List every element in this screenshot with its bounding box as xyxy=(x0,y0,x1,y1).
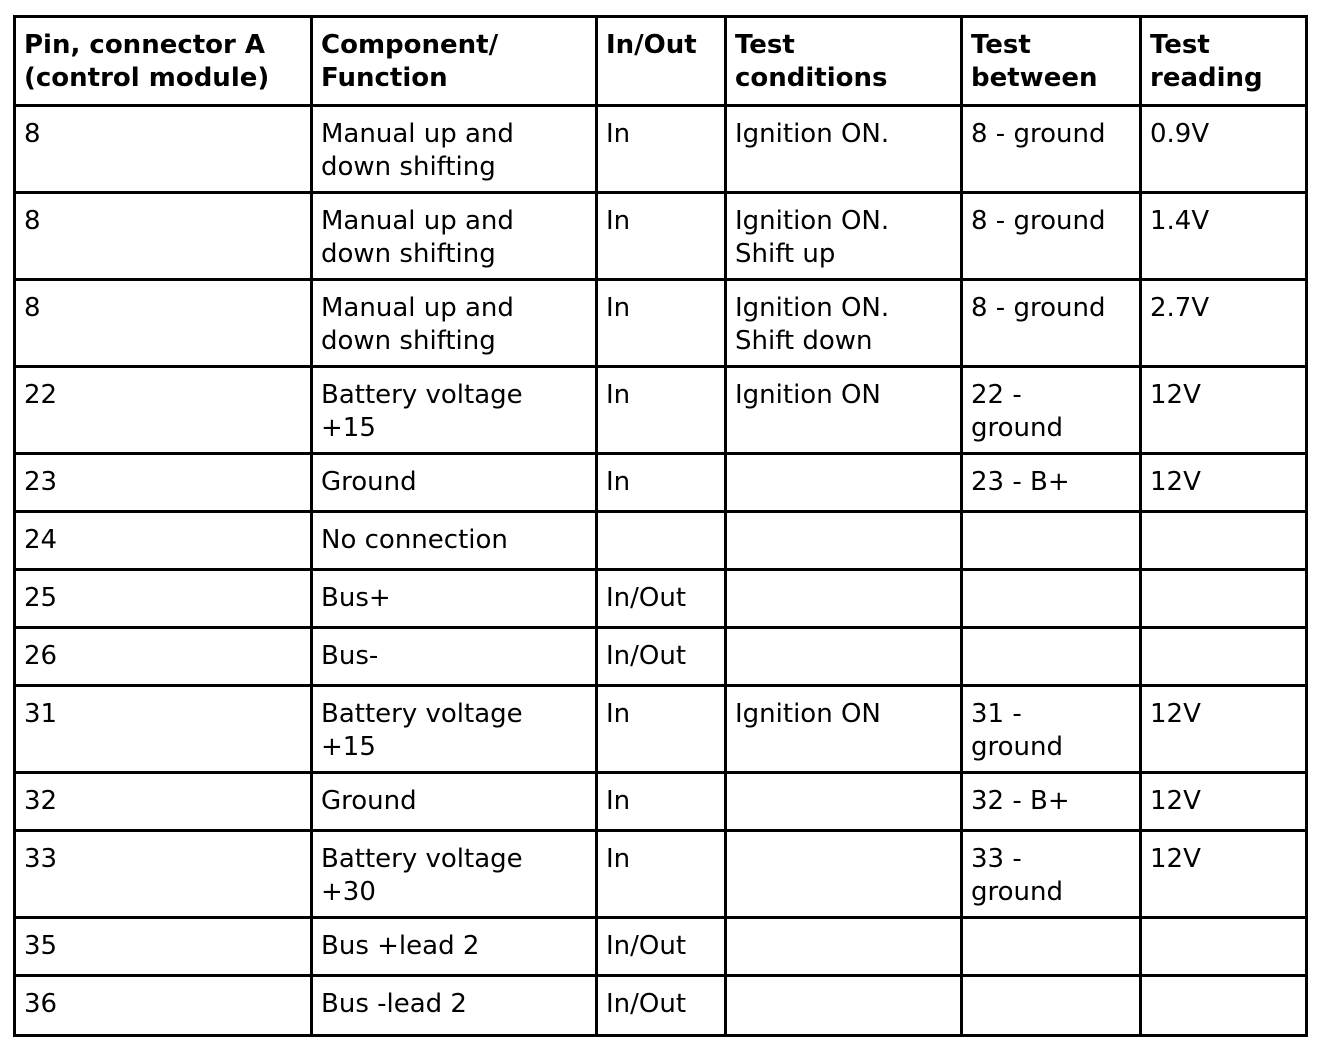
cell-pin: 8 xyxy=(15,280,312,367)
cell-pin: 26 xyxy=(15,628,312,686)
cell-in-out: In xyxy=(597,367,726,454)
table-row xyxy=(15,773,1307,831)
cell-test-between: 23 - B+ xyxy=(962,454,1141,512)
cell-test-between xyxy=(962,976,1141,1036)
cell-in-out xyxy=(597,512,726,570)
table-row xyxy=(15,628,1307,686)
cell-test-conditions: Ignition ON xyxy=(726,686,962,773)
cell-test-conditions xyxy=(726,512,962,570)
cell-test-conditions xyxy=(726,831,962,918)
cell-in-out: In xyxy=(597,280,726,367)
cell-test-conditions xyxy=(726,918,962,976)
cell-in-out: In/Out xyxy=(597,918,726,976)
cell-test-conditions: Ignition ON xyxy=(726,367,962,454)
cell-component: Manual up and down shifting xyxy=(312,106,597,193)
cell-in-out: In/Out xyxy=(597,976,726,1036)
cell-test-between xyxy=(962,628,1141,686)
pinout-table xyxy=(13,15,1308,1037)
cell-pin: 24 xyxy=(15,512,312,570)
pinout-table-container xyxy=(13,15,1308,1037)
cell-test-reading xyxy=(1141,570,1307,628)
cell-pin: 36 xyxy=(15,976,312,1036)
cell-component: Bus- xyxy=(312,628,597,686)
header-test-reading: Test reading xyxy=(1141,17,1307,106)
cell-component: Bus+ xyxy=(312,570,597,628)
cell-test-conditions xyxy=(726,570,962,628)
cell-pin: 22 xyxy=(15,367,312,454)
cell-test-between: 8 - ground xyxy=(962,280,1141,367)
cell-pin: 25 xyxy=(15,570,312,628)
cell-test-conditions xyxy=(726,976,962,1036)
table-row xyxy=(15,454,1307,512)
cell-component: Battery voltage +15 xyxy=(312,686,597,773)
cell-test-conditions: Ignition ON. Shift up xyxy=(726,193,962,280)
header-test-conditions: Test conditions xyxy=(726,17,962,106)
cell-component: Battery voltage +15 xyxy=(312,367,597,454)
table-row xyxy=(15,512,1307,570)
cell-pin: 8 xyxy=(15,106,312,193)
cell-test-conditions xyxy=(726,773,962,831)
cell-test-reading xyxy=(1141,918,1307,976)
cell-test-reading: 12V xyxy=(1141,686,1307,773)
cell-pin: 35 xyxy=(15,918,312,976)
cell-test-reading: 1.4V xyxy=(1141,193,1307,280)
cell-test-between: 33 - ground xyxy=(962,831,1141,918)
cell-in-out: In xyxy=(597,773,726,831)
cell-component: Ground xyxy=(312,773,597,831)
table-row xyxy=(15,570,1307,628)
cell-test-reading: 2.7V xyxy=(1141,280,1307,367)
cell-test-between: 32 - B+ xyxy=(962,773,1141,831)
cell-test-conditions xyxy=(726,628,962,686)
table-row xyxy=(15,193,1307,280)
cell-test-conditions: Ignition ON. Shift down xyxy=(726,280,962,367)
cell-in-out: In/Out xyxy=(597,570,726,628)
cell-test-reading: 12V xyxy=(1141,367,1307,454)
cell-component: No connection xyxy=(312,512,597,570)
cell-test-reading xyxy=(1141,976,1307,1036)
cell-test-conditions xyxy=(726,454,962,512)
cell-test-reading: 12V xyxy=(1141,831,1307,918)
cell-test-between xyxy=(962,570,1141,628)
header-test-between: Test between xyxy=(962,17,1141,106)
cell-pin: 33 xyxy=(15,831,312,918)
table-row xyxy=(15,280,1307,367)
cell-component: Battery voltage +30 xyxy=(312,831,597,918)
table-row xyxy=(15,367,1307,454)
header-row xyxy=(15,17,1307,106)
cell-in-out: In xyxy=(597,193,726,280)
header-pin: Pin, connector A (control module) xyxy=(15,17,312,106)
cell-in-out: In xyxy=(597,686,726,773)
cell-test-between: 22 - ground xyxy=(962,367,1141,454)
cell-test-reading: 12V xyxy=(1141,773,1307,831)
cell-test-reading: 12V xyxy=(1141,454,1307,512)
cell-component: Bus -lead 2 xyxy=(312,976,597,1036)
cell-test-between xyxy=(962,512,1141,570)
cell-test-between: 8 - ground xyxy=(962,193,1141,280)
header-in-out: In/Out xyxy=(597,17,726,106)
table-row xyxy=(15,918,1307,976)
cell-component: Ground xyxy=(312,454,597,512)
cell-pin: 31 xyxy=(15,686,312,773)
cell-test-reading xyxy=(1141,628,1307,686)
table-row xyxy=(15,976,1307,1036)
cell-test-reading: 0.9V xyxy=(1141,106,1307,193)
cell-in-out: In xyxy=(597,106,726,193)
cell-test-between: 31 - ground xyxy=(962,686,1141,773)
cell-test-reading xyxy=(1141,512,1307,570)
table-row xyxy=(15,831,1307,918)
cell-component: Manual up and down shifting xyxy=(312,280,597,367)
cell-test-conditions: Ignition ON. xyxy=(726,106,962,193)
cell-in-out: In xyxy=(597,831,726,918)
cell-pin: 8 xyxy=(15,193,312,280)
cell-component: Manual up and down shifting xyxy=(312,193,597,280)
table-row xyxy=(15,106,1307,193)
cell-test-between xyxy=(962,918,1141,976)
cell-in-out: In/Out xyxy=(597,628,726,686)
table-row xyxy=(15,686,1307,773)
cell-pin: 23 xyxy=(15,454,312,512)
header-component: Component/ Function xyxy=(312,17,597,106)
cell-component: Bus +lead 2 xyxy=(312,918,597,976)
cell-test-between: 8 - ground xyxy=(962,106,1141,193)
cell-in-out: In xyxy=(597,454,726,512)
cell-pin: 32 xyxy=(15,773,312,831)
